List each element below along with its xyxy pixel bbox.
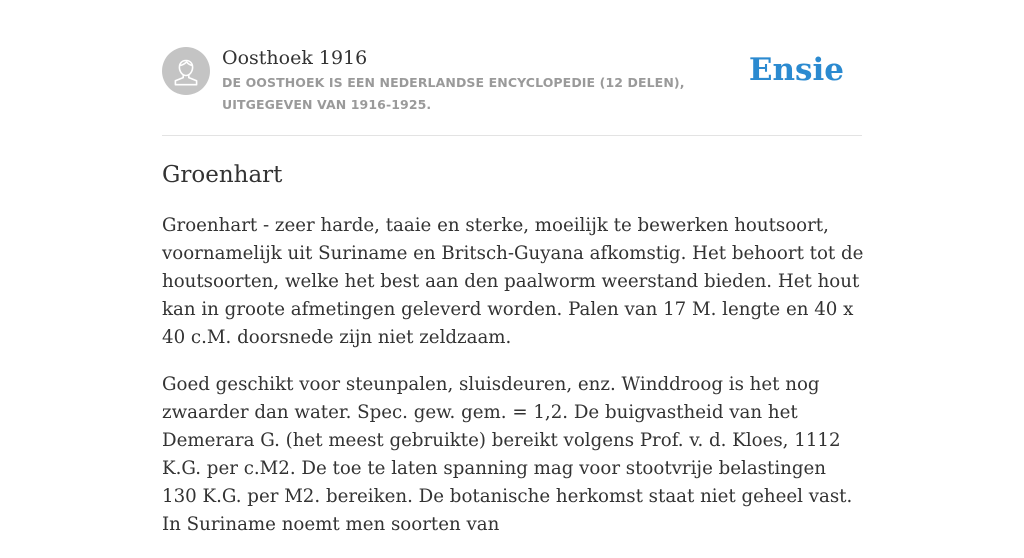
- user-icon: [162, 47, 210, 95]
- page: [162, 0, 864, 535]
- source-title[interactable]: Oosthoek 1916: [222, 47, 368, 69]
- ensie-logo[interactable]: Ensie: [748, 52, 844, 88]
- source-avatar[interactable]: [162, 47, 210, 95]
- entry-paragraph: Groenhart - zeer harde, taaie en sterke, moeilijk te bewerken houtsoort, voornamelijk uit Suriname en Britsch-Guyana afkomstig. Het behoort tot de houtsoorten, welke het best aan den paalworm weerstand bieden. Het hout kan in groote afmetingen geleverd worden. Palen van 17 M. lengte en 40 x 40 c.M. doorsnede zijn niet zeldzaam.: [162, 215, 864, 348]
- source-description: DE OOSTHOEK IS EEN NEDERLANDSE ENCYCLOPEDIE (12 DELEN), UITGEGEVEN VAN 1916-1925.: [222, 75, 685, 112]
- entry-paragraph: Goed geschikt voor steunpalen, sluisdeuren, enz. Winddroog is het nog zwaarder dan water. Spec. gew. gem. = 1,2. De buigvastheid van het Demerara G. (het meest gebruikte) bereikt volgens Prof. v. d. Kloes, 1112 K.G. per c.M2. De toe te laten spanning mag voor stootvrije belastingen 130 K.G. per M2. bereiken. De botanische herkomst staat niet geheel vast. In Suriname noemt men soorten van: [162, 374, 853, 535]
- entry-title: Groenhart: [162, 162, 283, 188]
- source-header: [162, 0, 862, 136]
- entry-body: [162, 212, 864, 558]
